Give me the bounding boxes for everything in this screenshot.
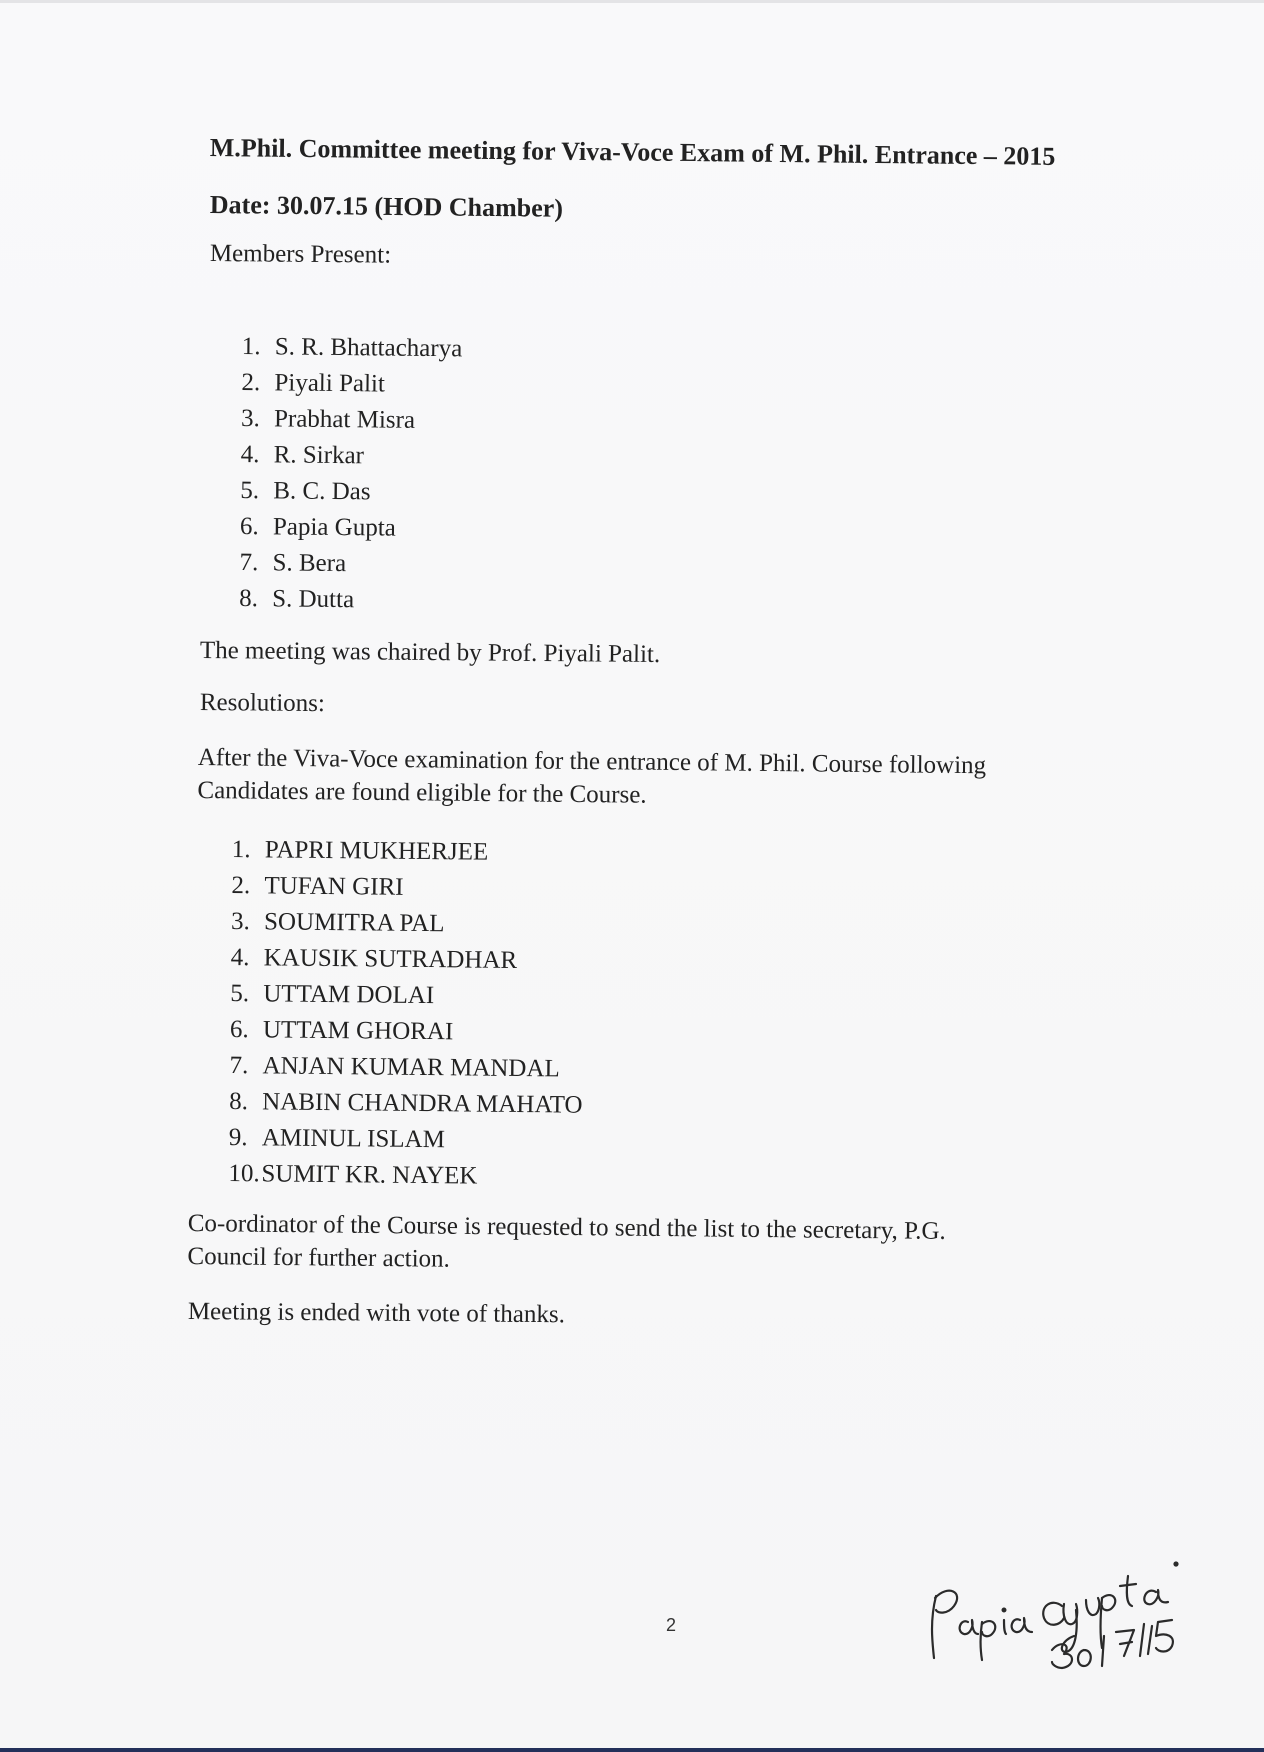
chair-statement: The meeting was chaired by Prof. Piyali Palit.	[199, 637, 661, 669]
member-item-number: 4.	[240, 440, 260, 469]
member-item	[240, 437, 461, 475]
candidate-item-number: 9.	[228, 1123, 248, 1152]
candidates-list	[228, 832, 585, 1196]
member-item	[241, 365, 462, 403]
member-item-name: Papia Gupta	[272, 513, 396, 542]
candidate-item-number: 8.	[229, 1087, 249, 1116]
candidate-item	[231, 904, 585, 944]
member-item-number: 2.	[241, 368, 261, 397]
candidate-item-name: UTTAM DOLAI	[263, 980, 435, 1010]
closing-statement: Meeting is ended with vote of thanks.	[187, 1298, 566, 1329]
document-title: M.Phil. Committee meeting for Viva-Voce Exam of M. Phil. Entrance – 2015	[209, 133, 1056, 171]
candidate-item-name: NABIN CHANDRA MAHATO	[262, 1088, 583, 1119]
member-item-name: S. R. Bhattacharya	[274, 333, 463, 363]
member-item	[240, 473, 461, 511]
member-item	[241, 401, 462, 439]
member-item-number: 7.	[239, 548, 259, 577]
member-item	[242, 329, 463, 367]
page-number: 2	[666, 1615, 677, 1635]
member-item	[240, 509, 461, 547]
resolutions-label: Resolutions:	[199, 689, 326, 718]
candidate-item-number: 2.	[231, 871, 251, 900]
scan-bottom-edge	[0, 1748, 1264, 1752]
candidate-item-number: 3.	[230, 907, 250, 936]
member-item	[239, 581, 460, 619]
candidate-item-name: TUFAN GIRI	[264, 872, 404, 901]
candidate-item-name: KAUSIK SUTRADHAR	[263, 944, 518, 974]
candidate-item	[229, 1048, 583, 1088]
member-item-name: S. Bera	[272, 549, 347, 578]
candidate-item-number: 1.	[231, 835, 251, 864]
meeting-date: Date: 30.07.15 (HOD Chamber)	[209, 190, 564, 223]
candidate-item-name: SOUMITRA PAL	[263, 908, 445, 938]
candidate-item	[228, 1156, 582, 1196]
coordinator-line-1: Co-ordinator of the Course is requested to send the list to the secretary, P.G.	[187, 1209, 946, 1245]
handwritten-signature	[920, 1540, 1220, 1690]
member-item-number: 6.	[239, 512, 259, 541]
members-label: Members Present:	[209, 240, 392, 269]
candidate-item	[232, 832, 586, 872]
candidate-item-number: 6.	[229, 1015, 249, 1044]
member-item-name: Piyali Palit	[274, 369, 386, 398]
member-item-number: 1.	[241, 332, 261, 361]
member-item	[239, 545, 460, 583]
candidate-item-number: 5.	[230, 979, 250, 1008]
candidate-item	[230, 1012, 584, 1052]
candidate-item	[230, 940, 584, 980]
member-item-number: 3.	[240, 404, 260, 433]
candidate-item-name: UTTAM GHORAI	[262, 1016, 454, 1046]
member-item-number: 5.	[240, 476, 260, 505]
candidate-item	[229, 1084, 583, 1124]
candidate-item-number: 10.	[228, 1159, 260, 1188]
candidate-item-name: ANJAN KUMAR MANDAL	[262, 1052, 560, 1083]
candidate-item	[230, 976, 584, 1016]
resolution-line-1: After the Viva-Voce examination for the entrance of M. Phil. Course following	[197, 743, 987, 780]
candidate-item-name: PAPRI MUKHERJEE	[264, 836, 489, 866]
candidate-item-name: SUMIT KR. NAYEK	[261, 1160, 478, 1190]
member-item-name: R. Sirkar	[273, 441, 365, 470]
resolution-paragraph	[197, 741, 986, 815]
coordinator-line-2: Council for further action.	[187, 1242, 451, 1273]
member-item-number: 8.	[239, 584, 259, 613]
member-item-name: S. Dutta	[272, 585, 355, 614]
scan-top-edge	[0, 0, 1264, 3]
member-item-name: Prabhat Misra	[273, 405, 416, 434]
candidate-item	[231, 868, 585, 908]
coordinator-paragraph	[187, 1207, 946, 1281]
candidate-item-number: 4.	[230, 943, 250, 972]
candidate-item-name: AMINUL ISLAM	[261, 1124, 446, 1154]
candidate-item-number: 7.	[229, 1051, 249, 1080]
candidate-item	[229, 1120, 583, 1160]
member-item-name: B. C. Das	[273, 477, 371, 506]
resolution-line-2: Candidates are found eligible for the Course.	[197, 776, 647, 809]
members-list	[239, 329, 462, 619]
